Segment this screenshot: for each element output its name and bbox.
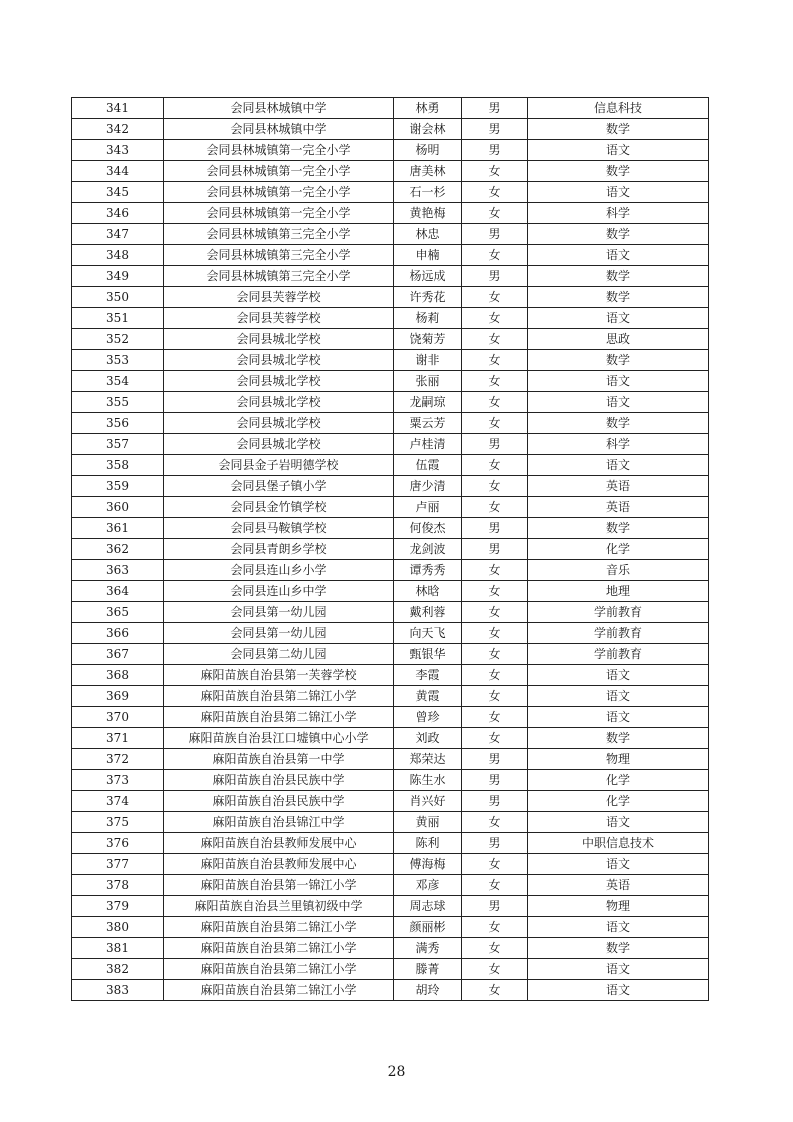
table-row (72, 140, 709, 161)
gender-cell: 女 (462, 287, 528, 308)
subject-cell: 科学 (528, 203, 709, 224)
subject-cell: 数学 (528, 266, 709, 287)
row-number-cell: 367 (72, 644, 164, 665)
subject-cell: 语文 (528, 308, 709, 329)
gender-cell: 男 (462, 791, 528, 812)
name-cell: 肖兴好 (394, 791, 462, 812)
subject-cell: 语文 (528, 980, 709, 1001)
school-cell: 会同县第二幼儿园 (164, 644, 394, 665)
name-cell: 胡玲 (394, 980, 462, 1001)
name-cell: 杨明 (394, 140, 462, 161)
name-cell: 曾珍 (394, 707, 462, 728)
gender-cell: 女 (462, 959, 528, 980)
gender-cell: 女 (462, 980, 528, 1001)
name-cell: 龙嗣琼 (394, 392, 462, 413)
table-row (72, 728, 709, 749)
name-cell: 伍霞 (394, 455, 462, 476)
row-number-cell: 343 (72, 140, 164, 161)
subject-cell: 学前教育 (528, 602, 709, 623)
gender-cell: 女 (462, 245, 528, 266)
subject-cell: 英语 (528, 476, 709, 497)
name-cell: 林晗 (394, 581, 462, 602)
school-cell: 会同县林城镇第一完全小学 (164, 161, 394, 182)
school-cell: 会同县林城镇第三完全小学 (164, 224, 394, 245)
table-row (72, 245, 709, 266)
subject-cell: 语文 (528, 371, 709, 392)
name-cell: 何俊杰 (394, 518, 462, 539)
name-cell: 申楠 (394, 245, 462, 266)
table-row (72, 854, 709, 875)
gender-cell: 女 (462, 938, 528, 959)
teacher-list-body (72, 98, 709, 1001)
row-number-cell: 368 (72, 665, 164, 686)
gender-cell: 男 (462, 434, 528, 455)
gender-cell: 女 (462, 602, 528, 623)
name-cell: 卢丽 (394, 497, 462, 518)
gender-cell: 男 (462, 833, 528, 854)
school-cell: 会同县林城镇中学 (164, 119, 394, 140)
row-number-cell: 349 (72, 266, 164, 287)
table-row (72, 371, 709, 392)
gender-cell: 女 (462, 413, 528, 434)
subject-cell: 数学 (528, 119, 709, 140)
row-number-cell: 350 (72, 287, 164, 308)
subject-cell: 地理 (528, 581, 709, 602)
table-row (72, 308, 709, 329)
gender-cell: 女 (462, 728, 528, 749)
name-cell: 谭秀秀 (394, 560, 462, 581)
gender-cell: 女 (462, 308, 528, 329)
table-row (72, 476, 709, 497)
row-number-cell: 341 (72, 98, 164, 119)
subject-cell: 语文 (528, 665, 709, 686)
name-cell: 石一杉 (394, 182, 462, 203)
name-cell: 黄霞 (394, 686, 462, 707)
subject-cell: 化学 (528, 791, 709, 812)
table-row (72, 455, 709, 476)
subject-cell: 语文 (528, 392, 709, 413)
table-row (72, 497, 709, 518)
school-cell: 麻阳苗族自治县兰里镇初级中学 (164, 896, 394, 917)
name-cell: 刘政 (394, 728, 462, 749)
school-cell: 会同县连山乡中学 (164, 581, 394, 602)
school-cell: 麻阳苗族自治县第一中学 (164, 749, 394, 770)
gender-cell: 女 (462, 644, 528, 665)
school-cell: 会同县城北学校 (164, 350, 394, 371)
name-cell: 黄丽 (394, 812, 462, 833)
subject-cell: 物理 (528, 896, 709, 917)
school-cell: 会同县芙蓉学校 (164, 308, 394, 329)
subject-cell: 数学 (528, 287, 709, 308)
table-row (72, 413, 709, 434)
school-cell: 会同县马鞍镇学校 (164, 518, 394, 539)
school-cell: 麻阳苗族自治县第二锦江小学 (164, 938, 394, 959)
gender-cell: 男 (462, 896, 528, 917)
table-row (72, 917, 709, 938)
name-cell: 杨莉 (394, 308, 462, 329)
name-cell: 颜丽彬 (394, 917, 462, 938)
subject-cell: 数学 (528, 224, 709, 245)
name-cell: 邓彦 (394, 875, 462, 896)
school-cell: 会同县林城镇第一完全小学 (164, 140, 394, 161)
table-row (72, 224, 709, 245)
subject-cell: 思政 (528, 329, 709, 350)
gender-cell: 男 (462, 539, 528, 560)
subject-cell: 语文 (528, 707, 709, 728)
row-number-cell: 376 (72, 833, 164, 854)
school-cell: 会同县林城镇第三完全小学 (164, 245, 394, 266)
school-cell: 会同县城北学校 (164, 413, 394, 434)
row-number-cell: 363 (72, 560, 164, 581)
table-row (72, 392, 709, 413)
gender-cell: 女 (462, 917, 528, 938)
table-row (72, 833, 709, 854)
row-number-cell: 364 (72, 581, 164, 602)
subject-cell: 语文 (528, 140, 709, 161)
school-cell: 会同县第一幼儿园 (164, 602, 394, 623)
row-number-cell: 375 (72, 812, 164, 833)
row-number-cell: 361 (72, 518, 164, 539)
gender-cell: 男 (462, 749, 528, 770)
table-row (72, 644, 709, 665)
row-number-cell: 359 (72, 476, 164, 497)
gender-cell: 女 (462, 350, 528, 371)
name-cell: 滕菁 (394, 959, 462, 980)
school-cell: 麻阳苗族自治县锦江中学 (164, 812, 394, 833)
gender-cell: 女 (462, 455, 528, 476)
school-cell: 会同县芙蓉学校 (164, 287, 394, 308)
table-row (72, 161, 709, 182)
name-cell: 杨远成 (394, 266, 462, 287)
subject-cell: 物理 (528, 749, 709, 770)
subject-cell: 学前教育 (528, 644, 709, 665)
subject-cell: 音乐 (528, 560, 709, 581)
row-number-cell: 357 (72, 434, 164, 455)
subject-cell: 英语 (528, 875, 709, 896)
school-cell: 会同县城北学校 (164, 434, 394, 455)
row-number-cell: 383 (72, 980, 164, 1001)
gender-cell: 女 (462, 392, 528, 413)
table-row (72, 770, 709, 791)
table-row (72, 287, 709, 308)
name-cell: 许秀花 (394, 287, 462, 308)
row-number-cell: 369 (72, 686, 164, 707)
subject-cell: 化学 (528, 770, 709, 791)
gender-cell: 女 (462, 686, 528, 707)
subject-cell: 科学 (528, 434, 709, 455)
table-row (72, 329, 709, 350)
school-cell: 会同县金子岩明德学校 (164, 455, 394, 476)
school-cell: 麻阳苗族自治县第一锦江小学 (164, 875, 394, 896)
name-cell: 谢会林 (394, 119, 462, 140)
row-number-cell: 371 (72, 728, 164, 749)
school-cell: 麻阳苗族自治县第二锦江小学 (164, 686, 394, 707)
school-cell: 会同县林城镇第一完全小学 (164, 182, 394, 203)
row-number-cell: 358 (72, 455, 164, 476)
gender-cell: 男 (462, 140, 528, 161)
table-row (72, 686, 709, 707)
row-number-cell: 366 (72, 623, 164, 644)
table-row (72, 581, 709, 602)
school-cell: 会同县连山乡小学 (164, 560, 394, 581)
school-cell: 会同县堡子镇小学 (164, 476, 394, 497)
gender-cell: 男 (462, 518, 528, 539)
name-cell: 黄艳梅 (394, 203, 462, 224)
subject-cell: 英语 (528, 497, 709, 518)
subject-cell: 语文 (528, 182, 709, 203)
row-number-cell: 354 (72, 371, 164, 392)
name-cell: 陈利 (394, 833, 462, 854)
subject-cell: 信息科技 (528, 98, 709, 119)
gender-cell: 女 (462, 560, 528, 581)
gender-cell: 女 (462, 875, 528, 896)
table-row (72, 518, 709, 539)
table-row (72, 707, 709, 728)
table-row (72, 266, 709, 287)
table-row (72, 602, 709, 623)
row-number-cell: 381 (72, 938, 164, 959)
gender-cell: 女 (462, 581, 528, 602)
name-cell: 满秀 (394, 938, 462, 959)
row-number-cell: 356 (72, 413, 164, 434)
school-cell: 麻阳苗族自治县第二锦江小学 (164, 917, 394, 938)
gender-cell: 男 (462, 98, 528, 119)
school-cell: 会同县第一幼儿园 (164, 623, 394, 644)
row-number-cell: 355 (72, 392, 164, 413)
row-number-cell: 378 (72, 875, 164, 896)
gender-cell: 女 (462, 707, 528, 728)
subject-cell: 数学 (528, 350, 709, 371)
row-number-cell: 346 (72, 203, 164, 224)
name-cell: 唐少清 (394, 476, 462, 497)
subject-cell: 数学 (528, 518, 709, 539)
gender-cell: 女 (462, 182, 528, 203)
subject-cell: 语文 (528, 245, 709, 266)
subject-cell: 中职信息技术 (528, 833, 709, 854)
row-number-cell: 347 (72, 224, 164, 245)
school-cell: 会同县城北学校 (164, 329, 394, 350)
table-row (72, 98, 709, 119)
table-row (72, 182, 709, 203)
row-number-cell: 360 (72, 497, 164, 518)
gender-cell: 女 (462, 623, 528, 644)
gender-cell: 女 (462, 329, 528, 350)
table-row (72, 896, 709, 917)
name-cell: 龙剑波 (394, 539, 462, 560)
row-number-cell: 348 (72, 245, 164, 266)
subject-cell: 数学 (528, 938, 709, 959)
name-cell: 谢非 (394, 350, 462, 371)
school-cell: 会同县林城镇中学 (164, 98, 394, 119)
gender-cell: 女 (462, 371, 528, 392)
school-cell: 会同县城北学校 (164, 392, 394, 413)
gender-cell: 女 (462, 161, 528, 182)
name-cell: 周志球 (394, 896, 462, 917)
subject-cell: 学前教育 (528, 623, 709, 644)
table-row (72, 812, 709, 833)
row-number-cell: 379 (72, 896, 164, 917)
row-number-cell: 365 (72, 602, 164, 623)
subject-cell: 语文 (528, 854, 709, 875)
school-cell: 麻阳苗族自治县江口墟镇中心小学 (164, 728, 394, 749)
subject-cell: 数学 (528, 728, 709, 749)
row-number-cell: 351 (72, 308, 164, 329)
name-cell: 卢桂清 (394, 434, 462, 455)
school-cell: 麻阳苗族自治县民族中学 (164, 791, 394, 812)
gender-cell: 女 (462, 854, 528, 875)
row-number-cell: 382 (72, 959, 164, 980)
school-cell: 麻阳苗族自治县民族中学 (164, 770, 394, 791)
school-cell: 会同县城北学校 (164, 371, 394, 392)
row-number-cell: 342 (72, 119, 164, 140)
table-row (72, 350, 709, 371)
gender-cell: 男 (462, 119, 528, 140)
subject-cell: 语文 (528, 455, 709, 476)
subject-cell: 数学 (528, 161, 709, 182)
table-row (72, 539, 709, 560)
name-cell: 向天飞 (394, 623, 462, 644)
name-cell: 林勇 (394, 98, 462, 119)
row-number-cell: 373 (72, 770, 164, 791)
subject-cell: 语文 (528, 812, 709, 833)
school-cell: 会同县林城镇第三完全小学 (164, 266, 394, 287)
table-row (72, 119, 709, 140)
name-cell: 郑荣达 (394, 749, 462, 770)
table-row (72, 203, 709, 224)
school-cell: 麻阳苗族自治县第一芙蓉学校 (164, 665, 394, 686)
gender-cell: 男 (462, 770, 528, 791)
school-cell: 会同县金竹镇学校 (164, 497, 394, 518)
row-number-cell: 377 (72, 854, 164, 875)
name-cell: 李霞 (394, 665, 462, 686)
page-number: 28 (387, 1064, 406, 1080)
name-cell: 戴利蓉 (394, 602, 462, 623)
row-number-cell: 380 (72, 917, 164, 938)
name-cell: 傅海梅 (394, 854, 462, 875)
table-row (72, 875, 709, 896)
name-cell: 林忠 (394, 224, 462, 245)
row-number-cell: 353 (72, 350, 164, 371)
table-row (72, 623, 709, 644)
row-number-cell: 372 (72, 749, 164, 770)
table-row (72, 959, 709, 980)
name-cell: 陈生水 (394, 770, 462, 791)
school-cell: 会同县林城镇第一完全小学 (164, 203, 394, 224)
table-row (72, 749, 709, 770)
gender-cell: 女 (462, 476, 528, 497)
gender-cell: 女 (462, 203, 528, 224)
table-row (72, 560, 709, 581)
table-row (72, 938, 709, 959)
school-cell: 麻阳苗族自治县教师发展中心 (164, 854, 394, 875)
gender-cell: 男 (462, 224, 528, 245)
table-row (72, 434, 709, 455)
row-number-cell: 345 (72, 182, 164, 203)
name-cell: 唐美林 (394, 161, 462, 182)
row-number-cell: 352 (72, 329, 164, 350)
name-cell: 粟云芳 (394, 413, 462, 434)
row-number-cell: 374 (72, 791, 164, 812)
school-cell: 麻阳苗族自治县第二锦江小学 (164, 959, 394, 980)
table-row (72, 791, 709, 812)
subject-cell: 数学 (528, 413, 709, 434)
school-cell: 会同县青朗乡学校 (164, 539, 394, 560)
teacher-list-table (71, 97, 709, 1001)
name-cell: 甄银华 (394, 644, 462, 665)
gender-cell: 女 (462, 497, 528, 518)
row-number-cell: 344 (72, 161, 164, 182)
name-cell: 饶菊芳 (394, 329, 462, 350)
table-row (72, 980, 709, 1001)
subject-cell: 语文 (528, 686, 709, 707)
subject-cell: 语文 (528, 917, 709, 938)
table-row (72, 665, 709, 686)
school-cell: 麻阳苗族自治县第二锦江小学 (164, 707, 394, 728)
school-cell: 麻阳苗族自治县教师发展中心 (164, 833, 394, 854)
gender-cell: 女 (462, 665, 528, 686)
school-cell: 麻阳苗族自治县第二锦江小学 (164, 980, 394, 1001)
gender-cell: 女 (462, 812, 528, 833)
subject-cell: 化学 (528, 539, 709, 560)
name-cell: 张丽 (394, 371, 462, 392)
subject-cell: 语文 (528, 959, 709, 980)
gender-cell: 男 (462, 266, 528, 287)
row-number-cell: 370 (72, 707, 164, 728)
row-number-cell: 362 (72, 539, 164, 560)
